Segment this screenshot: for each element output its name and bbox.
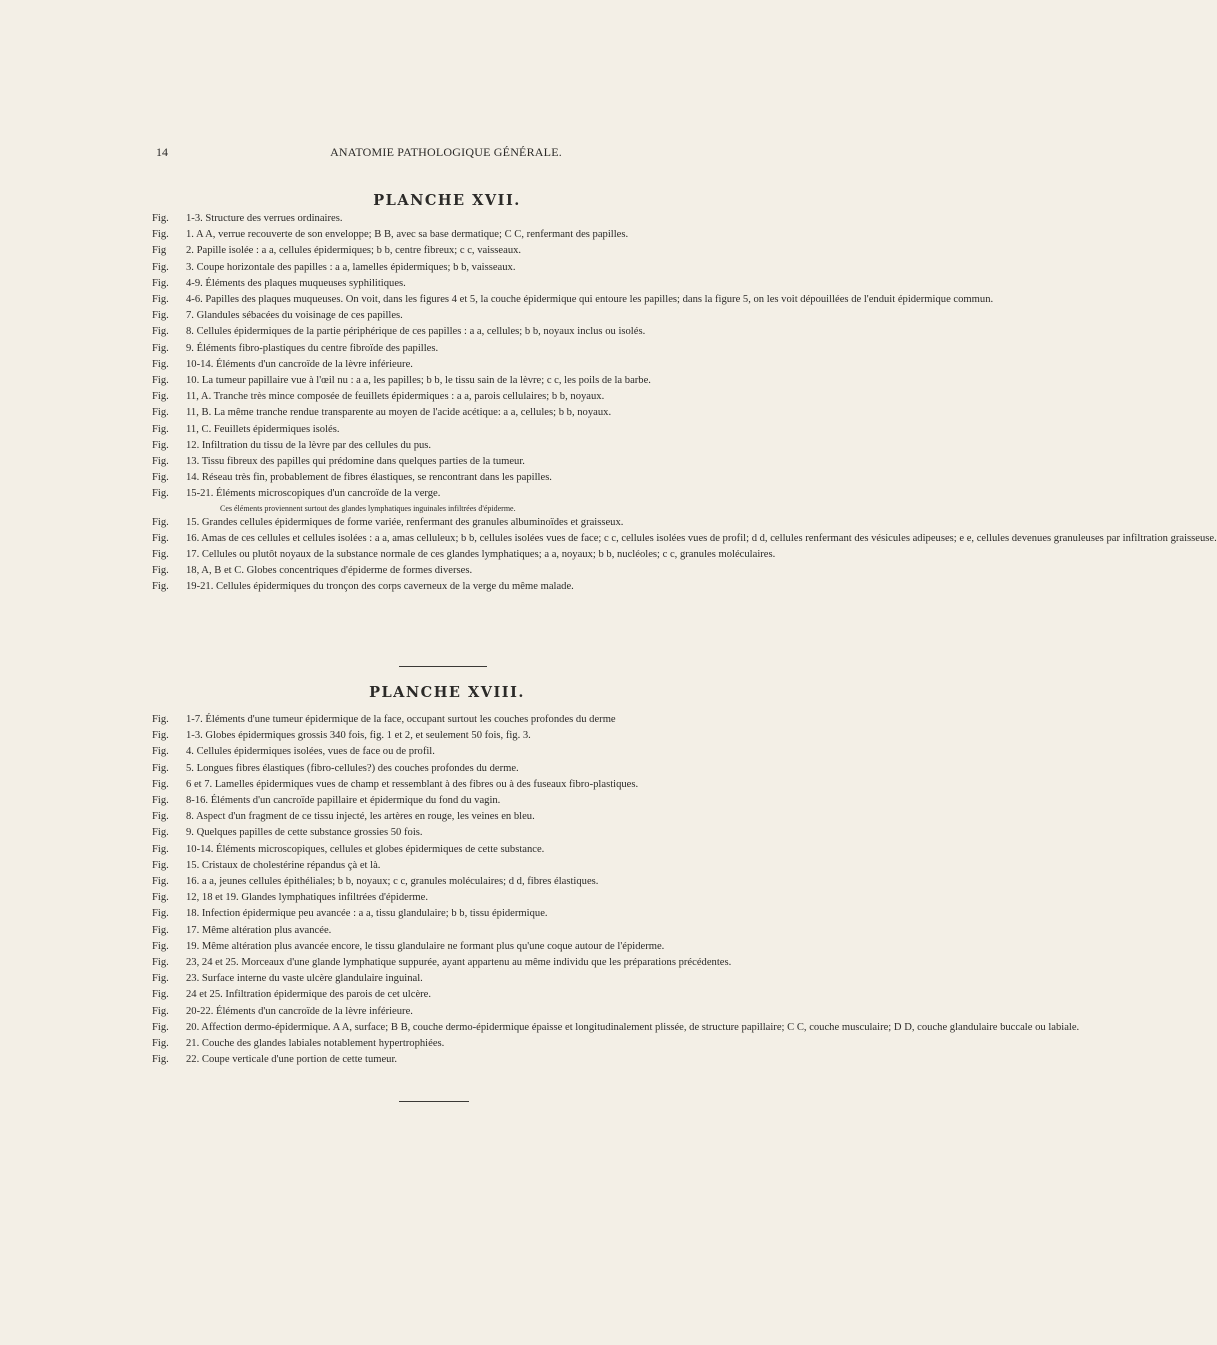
figure-label: Fig.	[152, 762, 169, 774]
plate-title-xviii: PLANCHE XVIII.	[369, 684, 525, 701]
figure-caption: 8. Cellules épidermiques de la partie périphérique de ces papilles : a a, cellules; b b, noyaux inclus ou isolés.	[186, 326, 646, 338]
figure-entry	[152, 987, 740, 1003]
plate-title-xvii: PLANCHE XVII.	[373, 192, 521, 209]
figure-entry	[152, 324, 740, 340]
figure-label: Fig.	[152, 1005, 169, 1017]
figure-entry	[152, 470, 740, 486]
figure-label: Fig.	[152, 989, 169, 1001]
figure-caption: 3. Coupe horizontale des papilles : a a, lamelles épidermiques; b b, vaisseaux.	[186, 261, 516, 273]
figure-entry	[152, 405, 740, 421]
figure-caption: 23, 24 et 25. Morceaux d'une glande lymphatique suppurée, ayant appartenu au même individu que les préparations précédentes.	[186, 957, 732, 969]
figure-label: Fig.	[152, 423, 169, 435]
figure-caption: 15. Cristaux de cholestérine répandus çà et là.	[186, 859, 381, 871]
figure-entry	[152, 547, 776, 563]
figure-label: Fig.	[152, 565, 169, 577]
figure-entry	[152, 341, 740, 357]
figure-label: Fig	[152, 245, 167, 257]
figure-caption: 4-9. Éléments des plaques muqueuses syphilitiques.	[186, 277, 406, 289]
figure-caption: 14. Réseau très fin, probablement de fibres élastiques, se rencontrant dans les papilles.	[186, 472, 552, 484]
figure-entry	[152, 1004, 740, 1020]
figure-label: Fig.	[152, 827, 169, 839]
figure-label: Fig.	[152, 342, 169, 354]
figure-caption: 7. Glandules sébacées du voisinage de ces papilles.	[186, 310, 403, 322]
figure-label: Fig.	[152, 795, 169, 807]
figure-entry	[152, 486, 740, 502]
figure-label: Fig.	[152, 213, 169, 224]
figure-caption: 17. Même altération plus avancée.	[186, 924, 332, 936]
figure-entry	[152, 906, 740, 922]
figure-caption: 13. Tissu fibreux des papilles qui prédomine dans quelques parties de la tumeur.	[186, 456, 525, 468]
figure-caption: 9. Éléments fibro-plastiques du centre fibroïde des papilles.	[186, 342, 439, 354]
figure-caption: 1. A A, verrue recouverte de son enveloppe; B B, avec sa base dermatique; C C, renfermant des papilles.	[186, 229, 629, 241]
figure-entry	[152, 971, 740, 987]
figure-entry	[152, 923, 740, 939]
figure-caption: 12, 18 et 19. Glandes lymphatiques infiltrées d'épiderme.	[186, 892, 428, 904]
figure-entry	[152, 744, 740, 760]
figure-caption: 22. Coupe verticale d'une portion de cette tumeur.	[186, 1054, 398, 1066]
figure-label: Fig.	[152, 746, 169, 758]
figure-entry	[152, 809, 740, 825]
figure-entry	[152, 357, 740, 373]
figure-label: Fig.	[152, 730, 169, 742]
figure-entry	[152, 243, 740, 259]
figure-entry	[152, 438, 740, 454]
figure-entry	[152, 793, 740, 809]
figure-entry	[152, 260, 740, 276]
figure-entry	[152, 712, 740, 728]
figure-caption: 15-21. Éléments microscopiques d'un cancroïde de la verge.	[186, 488, 441, 500]
figure-caption: 4-6. Papilles des plaques muqueuses. On voit, dans les figures 4 et 5, la couche épidermique qui entoure les papilles; dans la figure 5, on les voit dépouillées de l'enduit épidermique commun.	[186, 294, 994, 306]
figure-caption: 15. Grandes cellules épidermiques de forme variée, renfermant des granules albuminoïdes et graisseux.	[186, 516, 624, 528]
figure-caption: 11, C. Feuillets épidermiques isolés.	[186, 423, 340, 435]
figure-entry	[152, 842, 740, 858]
figure-label: Fig.	[152, 908, 169, 920]
figure-caption: 10-14. Éléments d'un cancroïde de la lèvre inférieure.	[186, 358, 413, 370]
running-title: ANATOMIE PATHOLOGIQUE GÉNÉRALE.	[330, 145, 562, 159]
figure-entry	[152, 761, 740, 777]
figure-entry	[152, 276, 740, 292]
figure-entry	[152, 890, 740, 906]
running-header	[152, 145, 740, 161]
figure-label: Fig.	[152, 940, 169, 952]
figure-caption: 19. Même altération plus avancée encore, le tissu glandulaire ne formant plus qu'une coque autour de l'épiderme.	[186, 940, 665, 952]
figure-entry	[152, 1020, 1080, 1036]
figure-entry	[152, 389, 740, 405]
figure-label: Fig.	[152, 1038, 169, 1050]
figure-label: Fig.	[152, 811, 169, 823]
figure-entry	[152, 211, 740, 227]
figure-label: Fig.	[152, 843, 169, 855]
figure-label: Fig.	[152, 407, 169, 419]
figure-entry	[152, 515, 740, 531]
figure-caption: 8-16. Éléments d'un cancroïde papillaire et épidermique du fond du vagin.	[186, 795, 501, 807]
figure-label: Fig.	[152, 581, 169, 593]
plate-xviii-entries	[152, 712, 1080, 1068]
end-divider	[399, 1101, 469, 1102]
figure-caption: 1-3. Globes épidermiques grossis 340 fois, fig. 1 et 2, et seulement 50 fois, fig. 3.	[186, 730, 531, 742]
figure-label: Fig.	[152, 375, 169, 387]
figure-label: Fig.	[152, 892, 169, 904]
figure-caption: 11, A. Tranche très mince composée de feuillets épidermiques : a a, parois cellulaires; b b, noyaux.	[186, 391, 605, 403]
figure-entry	[152, 531, 1217, 547]
figure-label: Fig.	[152, 310, 169, 322]
figure-label: Fig.	[152, 532, 169, 544]
page-number: 14	[156, 145, 168, 159]
figure-caption: 1-3. Structure des verrues ordinaires.	[186, 213, 343, 224]
figure-entry	[152, 955, 740, 971]
figure-entry	[152, 1052, 740, 1068]
figure-label: Fig.	[152, 1021, 169, 1033]
figure-caption: 16. Amas de ces cellules et cellules isolées : a a, amas celluleux; b b, cellules isolées vues de face; c c, cellules isolées vues de profil; d d, cellules renfermant des vésicules adipeuses; e e, cellules devenues granuleuses par infiltration graisseuse.	[186, 532, 1217, 544]
figure-entry	[152, 563, 740, 579]
figure-entry	[152, 227, 740, 243]
figure-entry	[152, 825, 740, 841]
figure-caption: 19-21. Cellules épidermiques du tronçon des corps caverneux de la verge du même malade.	[186, 581, 574, 593]
figure-caption: 21. Couche des glandes labiales notablement hypertrophiées.	[186, 1038, 445, 1050]
figure-label: Fig.	[152, 549, 169, 561]
figure-caption: 20-22. Éléments d'un cancroïde de la lèvre inférieure.	[186, 1005, 413, 1017]
figure-label: Fig.	[152, 294, 169, 306]
figure-entry	[152, 308, 740, 324]
figure-label: Fig.	[152, 876, 169, 888]
figure-label: Fig.	[152, 778, 169, 790]
figure-caption: 5. Longues fibres élastiques (fibro-cellules?) des couches profondes du derme.	[186, 762, 519, 774]
figure-label: Fig.	[152, 277, 169, 289]
figure-label: Fig.	[152, 326, 169, 338]
figure-caption: 8. Aspect d'un fragment de ce tissu injecté, les artères en rouge, les veines en bleu.	[186, 811, 535, 823]
figure-caption: 12. Infiltration du tissu de la lèvre par des cellules du pus.	[186, 439, 432, 451]
figure-caption: 17. Cellules ou plutôt noyaux de la substance normale de ces glandes lymphatiques; a a, noyaux; b b, nucléoles; c c, granules moléculaires.	[186, 549, 776, 561]
figure-caption: 10. La tumeur papillaire vue à l'œil nu : a a, les papilles; b b, le tissu sain de la lèvre; c c, les poils de la barbe.	[186, 375, 651, 387]
figure-caption: 20. Affection dermo-épidermique. A A, surface; B B, couche dermo-épidermique épaisse et longitudinalement plissée, de structure papillaire; C C, couche musculaire; D D, couche glandulaire buccale ou labiale.	[186, 1021, 1080, 1033]
figure-caption: 11, B. La même tranche rendue transparente au moyen de l'acide acétique: a a, cellules; b b, noyaux.	[186, 407, 612, 419]
figure-label: Fig.	[152, 714, 169, 725]
figure-label: Fig.	[152, 439, 169, 451]
figure-label: Fig.	[152, 358, 169, 370]
figure-label: Fig.	[152, 924, 169, 936]
figure-entry	[152, 422, 740, 438]
figure-entry	[152, 777, 740, 793]
figure-label: Fig.	[152, 229, 169, 241]
figure-caption: 24 et 25. Infiltration épidermique des parois de cet ulcère.	[186, 989, 432, 1001]
figure-label: Fig.	[152, 472, 169, 484]
figure-caption: 6 et 7. Lamelles épidermiques vues de champ et ressemblant à des fibres ou à des fuseaux fibro-plastiques.	[186, 778, 639, 790]
figure-label: Fig.	[152, 516, 169, 528]
figure-label: Fig.	[152, 488, 169, 500]
figure-entry	[152, 454, 740, 470]
figure-label: Fig.	[152, 456, 169, 468]
figure-label: Fig.	[152, 957, 169, 969]
figure-caption: 1-7. Éléments d'une tumeur épidermique de la face, occupant surtout les couches profondes du derme	[186, 714, 616, 725]
figure-label: Fig.	[152, 859, 169, 871]
section-divider	[399, 666, 487, 667]
figure-entry	[152, 292, 994, 308]
figure-caption: 23. Surface interne du vaste ulcère glandulaire inguinal.	[186, 973, 423, 985]
figure-caption: 16. a a, jeunes cellules épithéliales; b b, noyaux; c c, granules moléculaires; d d, fibres élastiques.	[186, 876, 599, 888]
figure-label: Fig.	[152, 391, 169, 403]
figure-note: Ces éléments proviennent surtout des glandes lymphatiques inguinales infiltrées d'épiderme.	[220, 503, 516, 513]
figure-caption: 9. Quelques papilles de cette substance grossies 50 fois.	[186, 827, 423, 839]
figure-entry	[152, 874, 740, 890]
figure-label: Fig.	[152, 1054, 169, 1066]
figure-entry	[152, 858, 740, 874]
figure-entry	[152, 373, 740, 389]
figure-caption: 10-14. Éléments microscopiques, cellules et globes épidermiques de cette substance.	[186, 843, 545, 855]
figure-entry	[152, 939, 740, 955]
figure-entry	[152, 728, 740, 744]
figure-label: Fig.	[152, 261, 169, 273]
figure-label: Fig.	[152, 973, 169, 985]
plate-xvii-entries	[152, 211, 1217, 596]
figure-caption: 18. Infection épidermique peu avancée : a a, tissu glandulaire; b b, tissu épidermique.	[186, 908, 548, 920]
figure-caption: 18, A, B et C. Globes concentriques d'épiderme de formes diverses.	[186, 565, 473, 577]
figure-caption: 2. Papille isolée : a a, cellules épidermiques; b b, centre fibreux; c c, vaisseaux.	[186, 245, 522, 257]
figure-entry	[152, 579, 740, 595]
figure-caption: 4. Cellules épidermiques isolées, vues de face ou de profil.	[186, 746, 435, 758]
figure-entry	[152, 1036, 740, 1052]
